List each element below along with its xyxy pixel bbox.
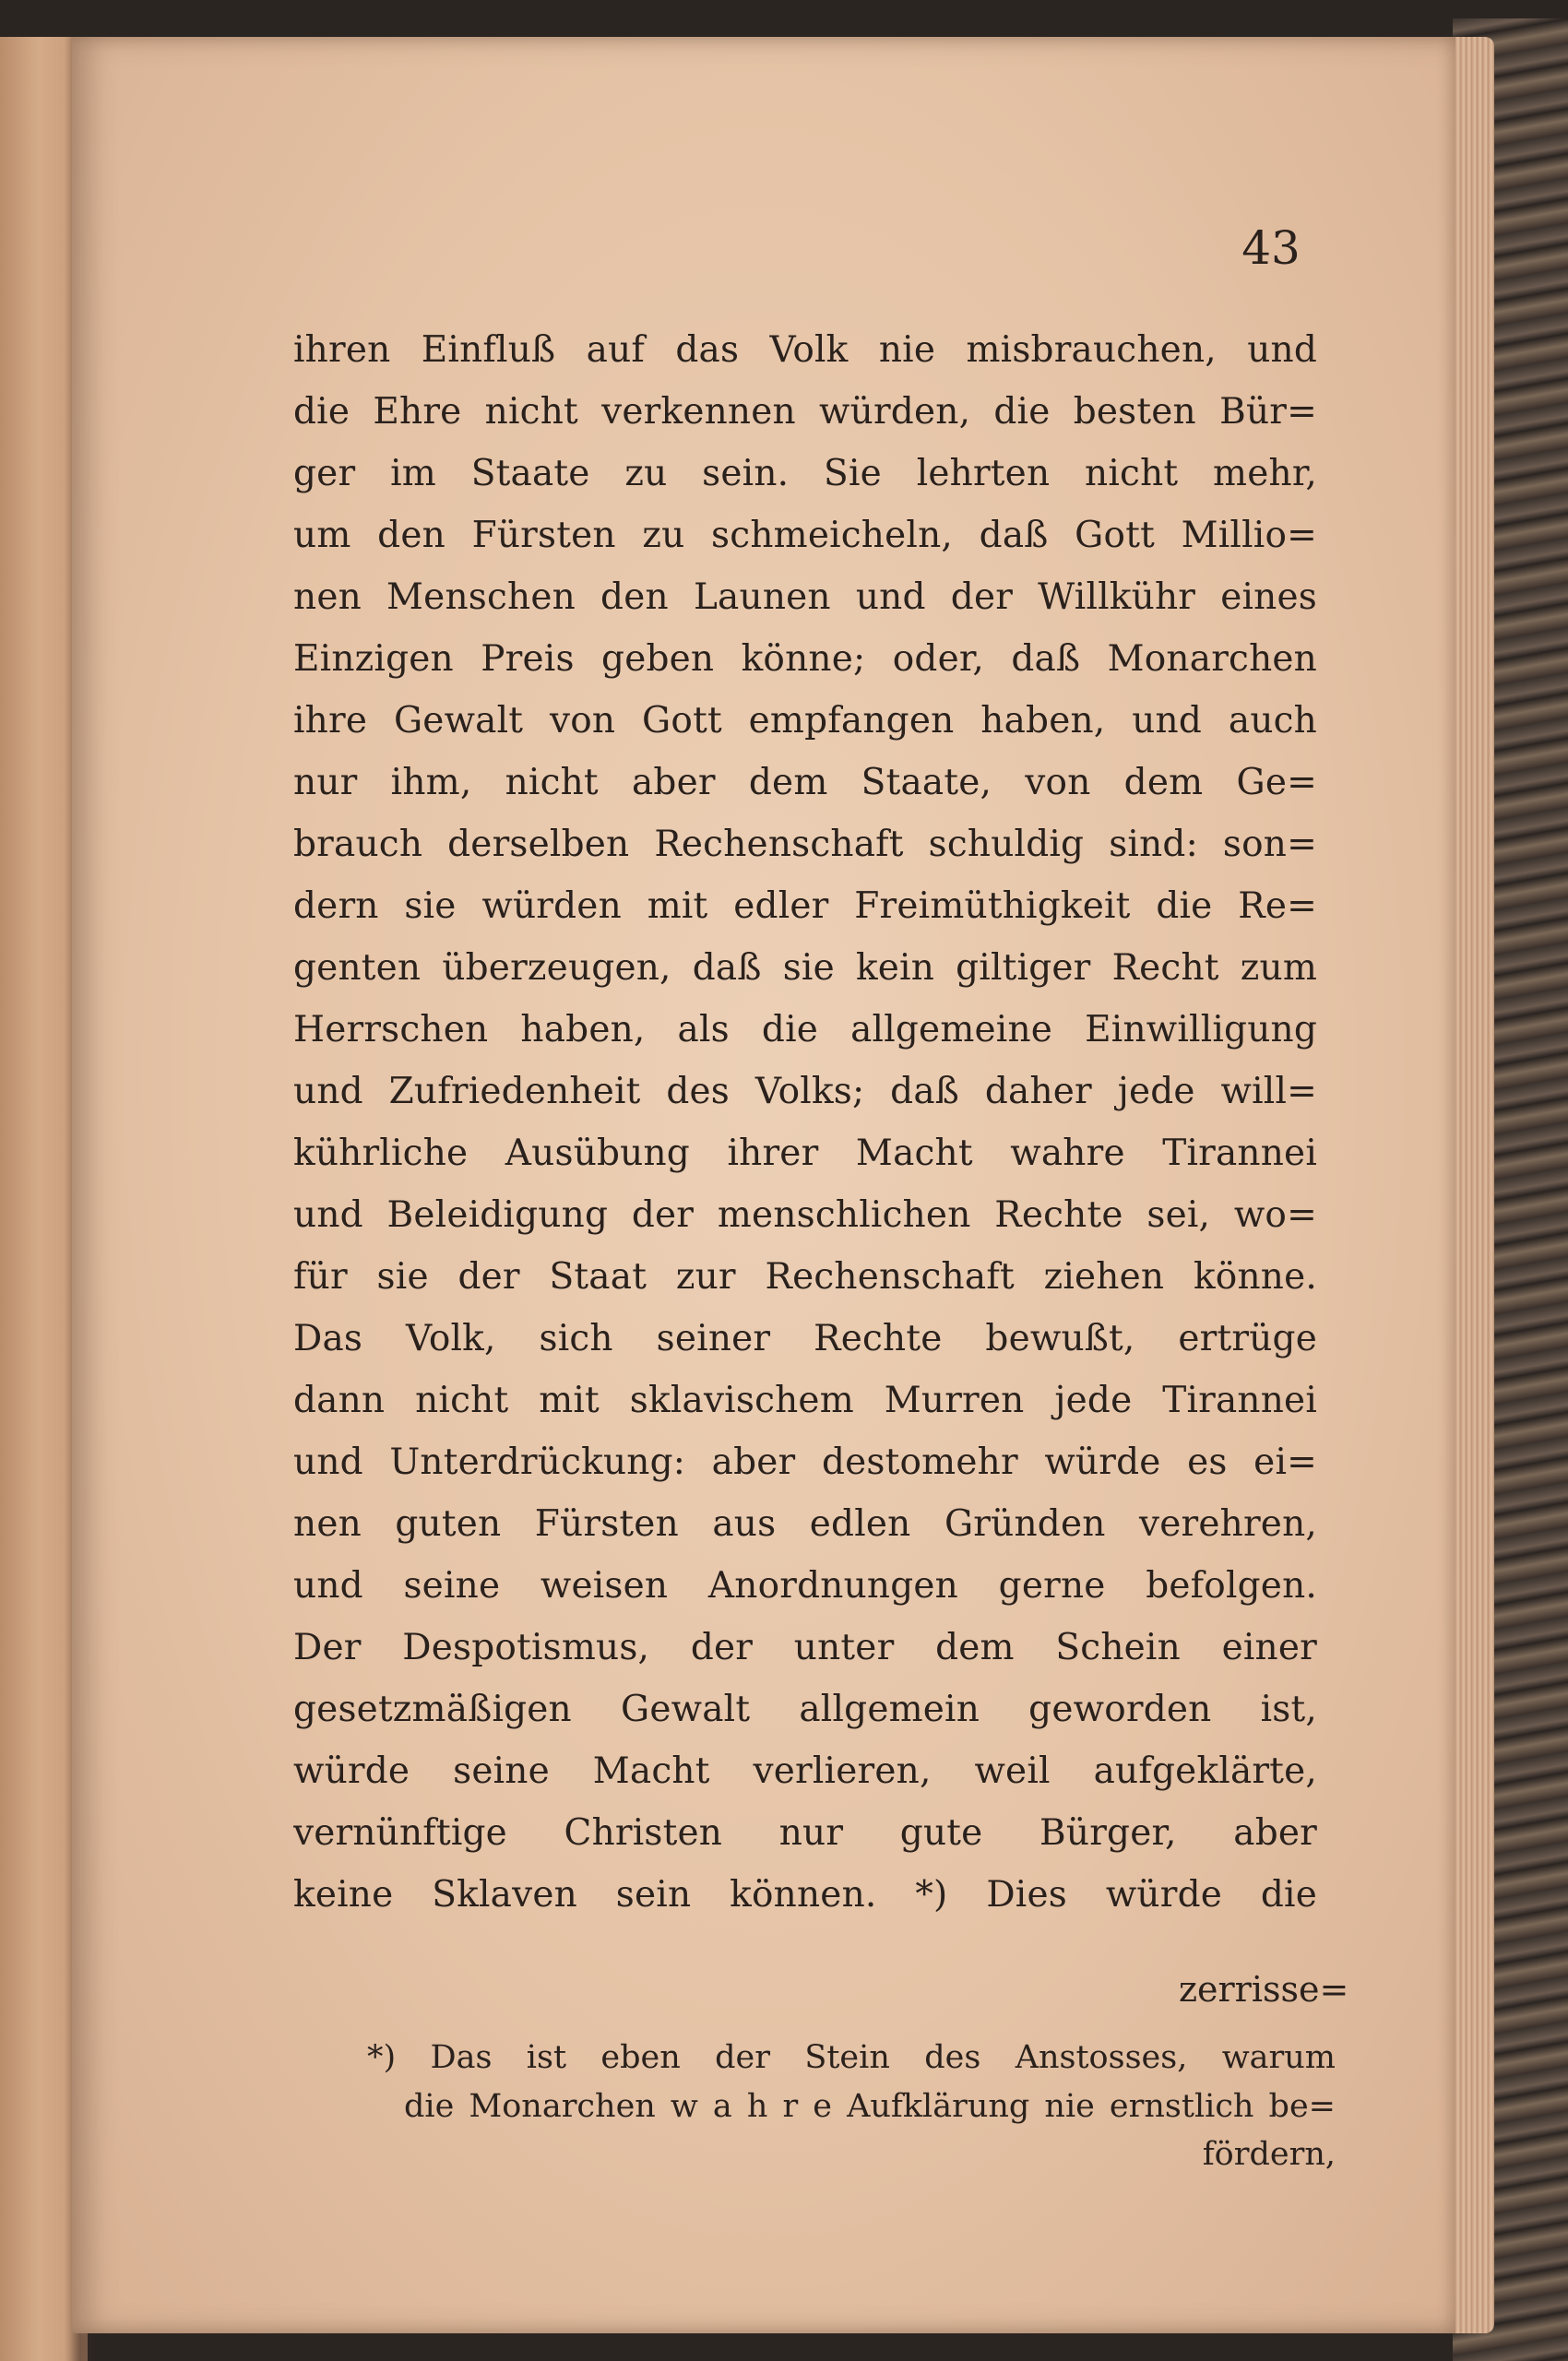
text-line: Einzigen Preis geben könne; oder, daß Monarchen <box>293 638 1317 680</box>
text-line: und Zufriedenheit des Volks; daß daher jede will= <box>293 1071 1317 1112</box>
text-line: ihren Einfluß auf das Volk nie misbrauchen, und <box>293 329 1317 371</box>
text-line: vernünftige Christen nur gute Bürger, aber <box>293 1812 1317 1854</box>
footnote-line: *) Das ist eben der Stein des Anstosses, warum <box>367 2039 1336 2076</box>
text-line: brauch derselben Rechenschaft schuldig sind: son= <box>293 824 1317 865</box>
text-line: ger im Staate zu sein. Sie lehrten nicht mehr, <box>293 453 1317 494</box>
text-line: würde seine Macht verlieren, weil aufgeklärte, <box>293 1750 1317 1792</box>
text-line: Der Despotismus, der unter dem Schein einer <box>293 1627 1317 1668</box>
page-number: 43 <box>1241 221 1301 275</box>
text-line: kührliche Ausübung ihrer Macht wahre Tirannei <box>293 1133 1317 1174</box>
text-line: Herrschen haben, als die allgemeine Einwilligung <box>293 1009 1317 1050</box>
catchword: zerrisse= <box>1179 1969 1349 2010</box>
text-line: Das Volk, sich seiner Rechte bewußt, ertrüge <box>293 1318 1317 1359</box>
text-line: die Ehre nicht verkennen würden, die besten Bür= <box>293 391 1317 433</box>
footnote-line: fördern, <box>1202 2136 1336 2173</box>
text-line: dann nicht mit sklavischem Murren jede Tirannei <box>293 1380 1317 1421</box>
text-line: genten überzeugen, daß sie kein giltiger Recht zum <box>293 947 1317 989</box>
text-line: und Unterdrückung: aber destomehr würde es ei= <box>293 1442 1317 1483</box>
text-line: und seine weisen Anordnungen gerne befolgen. <box>293 1565 1317 1607</box>
text-line: keine Sklaven sein können. *) Dies würde die <box>293 1874 1317 1916</box>
text-line: nen Menschen den Launen und der Willkühr eines <box>293 576 1317 618</box>
text-line: dern sie würden mit edler Freimüthigkeit die Re= <box>293 885 1317 927</box>
book-page <box>72 37 1455 2333</box>
text-line: gesetzmäßigen Gewalt allgemein geworden ist, <box>293 1689 1317 1730</box>
text-line: ihre Gewalt von Gott empfangen haben, und auch <box>293 700 1317 742</box>
text-line: und Beleidigung der menschlichen Rechte sei, wo= <box>293 1194 1317 1236</box>
text-line: um den Fürsten zu schmeicheln, daß Gott Millio= <box>293 515 1317 556</box>
footnote-line: die Monarchen w a h r e Aufklärung nie ernstlich be= <box>404 2088 1336 2125</box>
text-line: nur ihm, nicht aber dem Staate, von dem Ge= <box>293 762 1317 803</box>
text-line: für sie der Staat zur Rechenschaft ziehen könne. <box>293 1256 1317 1298</box>
text-line: nen guten Fürsten aus edlen Gründen verehren, <box>293 1503 1317 1545</box>
